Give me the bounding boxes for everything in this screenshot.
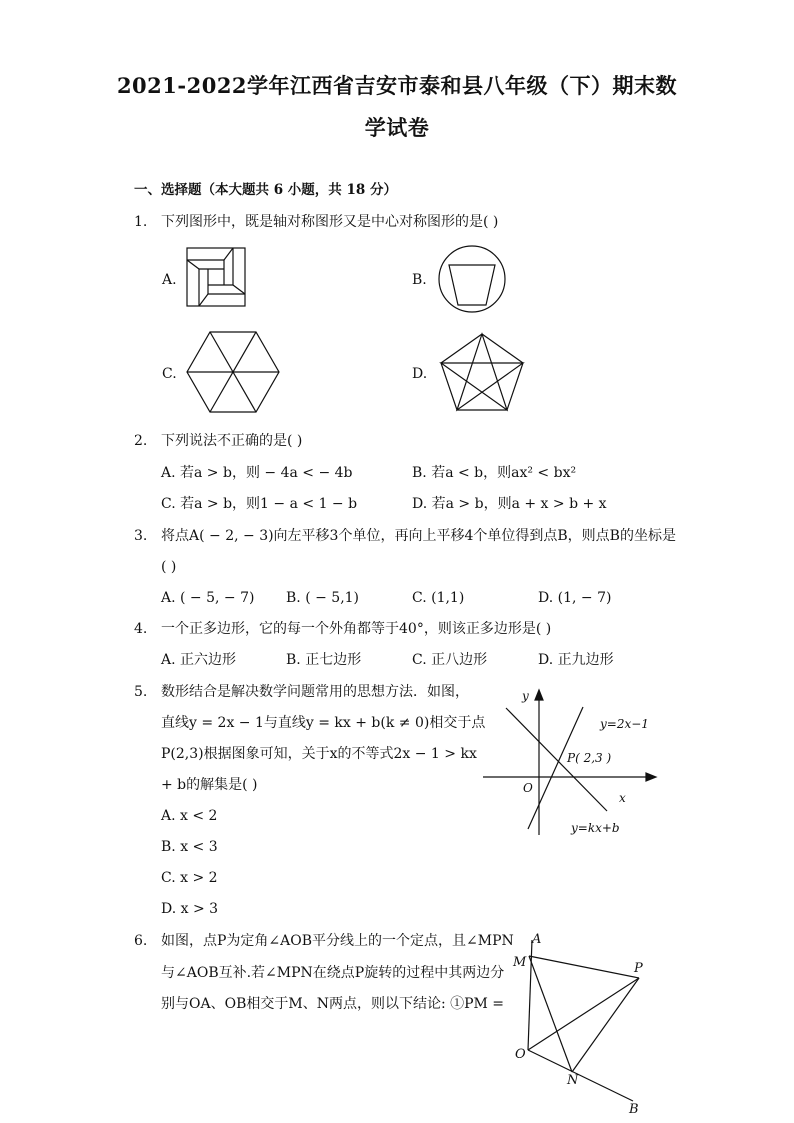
option-label: C. (162, 366, 177, 382)
option-d: D. x > 3 (161, 901, 219, 917)
question-stem-cont: 直线y = 2x − 1与直线y = kx + b(k ≠ 0)相交于点 (161, 715, 486, 731)
question-stem: 如图，点P为定角∠AOB平分线上的一个定点，且∠MPN (161, 933, 514, 949)
question-number: 5. (134, 684, 148, 700)
label-o: O (515, 1047, 526, 1062)
x-axis-arrow (646, 773, 656, 781)
option-a: A. ( − 5, − 7) (161, 590, 255, 606)
option-c: C. 若a > b，则1 − a < 1 − b (161, 496, 358, 512)
line-y-2x-1 (528, 707, 583, 829)
option-c: C. 正八边形 (412, 652, 488, 668)
question-stem-cont: P(2,3)根据图象可知，关于x的不等式2x − 1 > kx (161, 746, 477, 762)
option-label: D. (412, 366, 428, 382)
question-stem: 下列图形中，既是轴对称图形又是中心对称图形的是( ) (161, 214, 499, 230)
question-stem: 下列说法不正确的是( ) (161, 433, 303, 449)
question-stem-cont: 别与OA、OB相交于M、N两点，则以下结论: ①PM = (161, 996, 505, 1012)
x-axis-label: x (619, 791, 626, 805)
option-a: A. x < 2 (161, 808, 218, 824)
question-stem: 数形结合是解决数学问题常用的思想方法．如图， (161, 684, 469, 700)
figure-pinwheel-square (186, 247, 246, 307)
question-stem-cont: ( ) (161, 559, 177, 575)
figure-hexagon-triangles (186, 331, 280, 413)
label-a: A (532, 932, 542, 947)
option-d: D. (1, − 7) (538, 590, 612, 606)
page-title-line2: 学试卷 (364, 115, 430, 140)
page-title-line1: 2021-2022学年江西省吉安市泰和县八年级（下）期末数 (116, 73, 678, 98)
question-stem-cont: 与∠AOB互补.若∠MPN在绕点P旋转的过程中其两边分 (161, 965, 505, 981)
option-d: D. 若a > b，则a + x > b + x (412, 496, 607, 512)
option-c: C. (1,1) (412, 590, 465, 606)
line2-label: y=kx+b (571, 821, 620, 835)
label-b: B (629, 1102, 639, 1117)
option-a: A. 正六边形 (161, 652, 237, 668)
option-d: D. 正九边形 (538, 652, 614, 668)
point-p-label: P( 2,3 ) (567, 751, 612, 765)
option-a: A. 若a > b，则 − 4a < − 4b (161, 465, 353, 481)
figure-line-intersection (480, 684, 660, 840)
y-axis-label: y (522, 689, 529, 703)
question-stem: 一个正多边形，它的每一个外角都等于40°，则该正多边形是( ) (161, 621, 552, 637)
option-b: B. 若a < b，则ax² < bx² (412, 465, 577, 481)
question-stem: 将点A( − 2, − 3)向左平移3个单位，再向上平移4个单位得到点B，则点B的坐标是 (161, 528, 676, 544)
option-b: B. 正七边形 (286, 652, 362, 668)
label-n: N (567, 1073, 579, 1088)
question-number: 2. (134, 433, 148, 449)
figure-angle-bisector (505, 928, 675, 1118)
question-number: 4. (134, 621, 148, 637)
question-number: 6. (134, 933, 148, 949)
figure-pentagon-star (440, 333, 524, 411)
option-b: B. x < 3 (161, 839, 218, 855)
section-heading: 一、选择题（本大题共 6 小题，共 18 分） (134, 182, 397, 198)
line1-label: y=2x−1 (600, 717, 649, 731)
question-number: 1. (134, 214, 148, 230)
question-number: 3. (134, 528, 148, 544)
option-c: C. x > 2 (161, 870, 218, 886)
option-label: B. (412, 272, 427, 288)
option-label: A. (162, 272, 177, 288)
question-stem-cont: + b的解集是( ) (161, 777, 258, 793)
origin-label: O (523, 781, 533, 795)
option-b: B. ( − 5,1) (286, 590, 360, 606)
figure-trapezoid-in-circle (437, 244, 507, 314)
label-m: M (513, 955, 527, 970)
label-p: P (634, 961, 643, 976)
y-axis-arrow (535, 690, 543, 700)
